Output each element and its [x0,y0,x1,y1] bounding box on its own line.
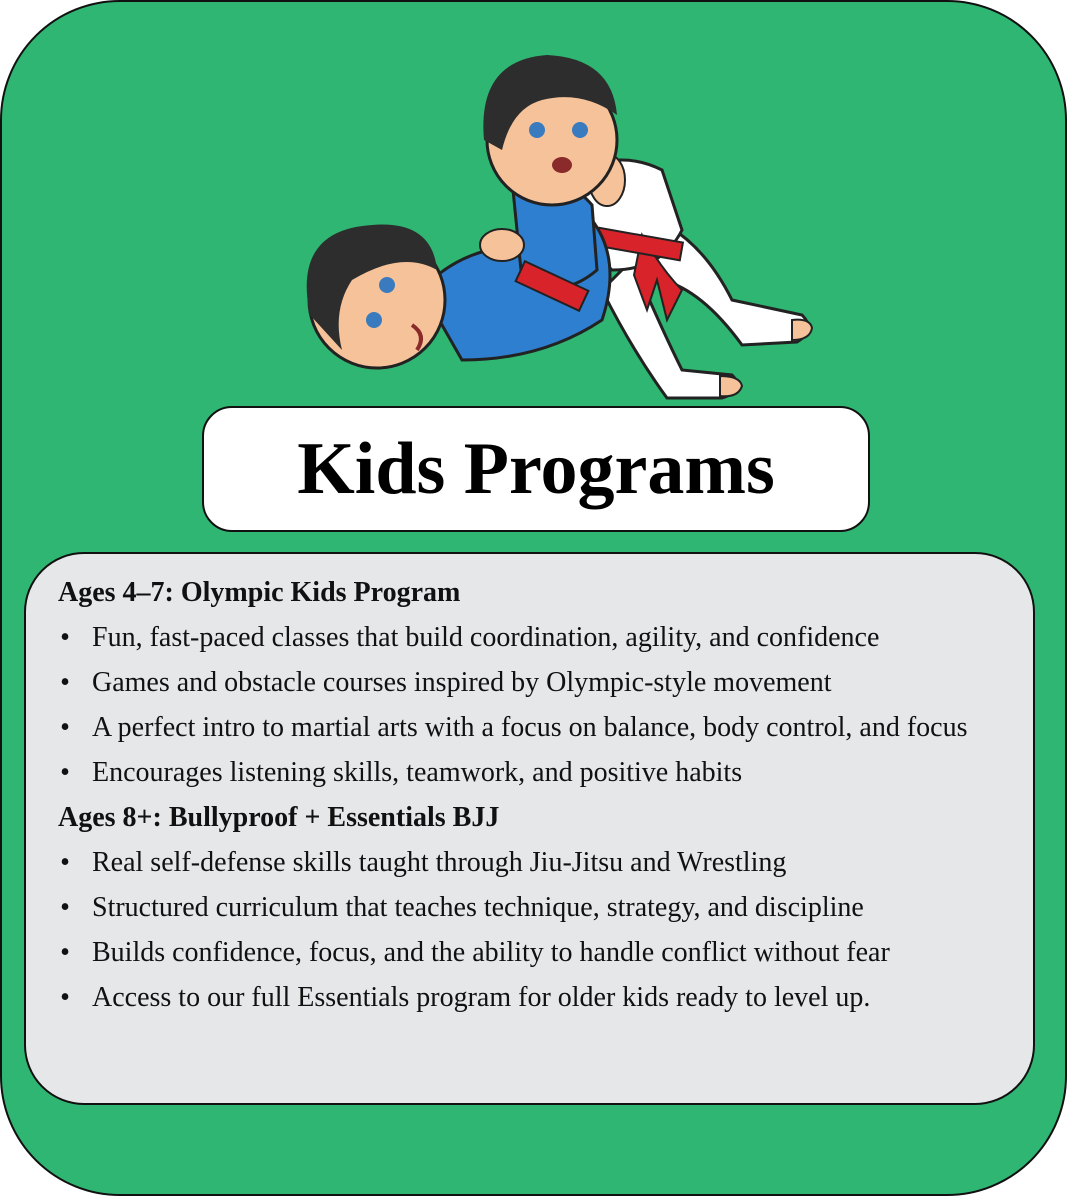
list-item-text: Access to our full Essentials program for older kids ready to level up. [92,982,871,1013]
bullet-icon: • [60,757,70,788]
kids-jiu-jitsu-illustration-icon [262,30,822,410]
bullet-icon: • [60,982,70,1013]
list-item-text: Real self-defense skills taught through Jiu-Jitsu and Wrestling [92,847,787,878]
bullet-icon: • [60,667,70,698]
program-details-box [24,552,1035,1105]
section-heading: Ages 4–7: Olympic Kids Program [58,577,461,608]
list-item [58,660,1003,705]
list-item-text: Games and obstacle courses inspired by Olympic-style movement [92,667,832,698]
list-item [58,615,1003,660]
list-item-text: Fun, fast-paced classes that build coordination, agility, and confidence [92,622,880,653]
title-box [202,406,870,532]
section-olympic-kids [58,570,1003,795]
bullet-icon: • [60,937,70,968]
page-title: Kids Programs [297,428,775,510]
section-bullyproof [58,795,1003,1020]
bullet-icon: • [60,622,70,653]
bullet-icon: • [60,712,70,743]
bullet-icon: • [60,847,70,878]
list-item [58,885,1003,930]
list-item-text: Builds confidence, focus, and the ability to handle conflict without fear [92,937,890,968]
list-item [58,705,1003,750]
bullet-list [58,840,1003,1020]
list-item-text: Structured curriculum that teaches technique, strategy, and discipline [92,892,864,923]
list-item [58,840,1003,885]
list-item [58,750,1003,795]
list-item [58,975,1003,1020]
list-item-text: Encourages listening skills, teamwork, and positive habits [92,757,743,788]
section-heading: Ages 8+: Bullyproof + Essentials BJJ [58,802,500,833]
list-item [58,930,1003,975]
list-item-text: A perfect intro to martial arts with a focus on balance, body control, and focus [92,712,968,743]
bullet-list [58,615,1003,795]
bullet-icon: • [60,892,70,923]
